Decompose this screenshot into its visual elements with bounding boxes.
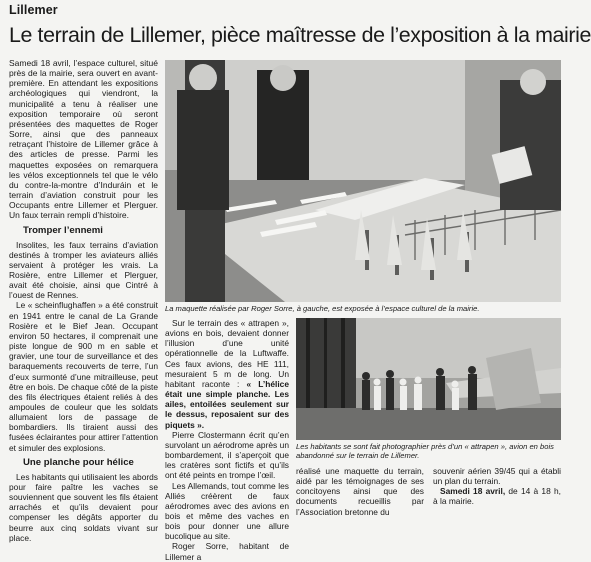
- article-column-1: [9, 58, 158, 543]
- model-photo-illustration: [165, 60, 561, 302]
- paragraph: [165, 318, 289, 430]
- photo-model-exhibit: [165, 60, 561, 302]
- paragraph: Les Allemands, tout comme les Alliés créèrent de faux aérodromes avec des avions en bois et même des vaches en bois pour donner une allure bucolique au site.: [165, 480, 289, 542]
- event-hours: de 14 à 18 h, à la mairie.: [433, 486, 561, 507]
- paragraph: souvenir aérien 39/45 qui a établi un plan du terrain.: [433, 466, 561, 487]
- section-kicker: Lillemer: [9, 3, 58, 17]
- event-info: [433, 486, 561, 506]
- paragraph: Insolites, les faux terrains d’aviation destinés à tromper les aviateurs alliés servaient à protéger les vrais. La Rosière, entre Lillemer et Plerguer, avait été choisie, ainsi que Cintré à l’ouest de Rennes.: [9, 239, 158, 301]
- article-column-2: [165, 318, 289, 562]
- photo-villagers-attrapen: [296, 318, 561, 440]
- subheading-tromper: Tromper l’ennemi: [23, 224, 103, 236]
- paragraph: Roger Sorre, habitant de Lillemer a: [165, 541, 289, 562]
- intro-paragraph: Samedi 18 avril, l’espace culturel, situé près de la mairie, sera ouvert en avant-première. En attendant les expositions archéologiques qui viendront, la municipalité a tenu à réaliser une exposition temporaire où seront présentées des maquettes de Roger Sorre, ainsi que des panneaux retraçant l’histoire de Lillemer grâce à des articles de presse. Parmi les maquettes exposées on remarquera les vélos exceptionnels tel que le vélo du contre-la-montre d’Induráin et le terrain d’aviation construit pour les Occupants entre Lillemer et Plerguer. Un faux terrain rempli d’histoire.: [9, 58, 158, 221]
- event-date: Samedi 18 avril,: [440, 486, 506, 497]
- paragraph: Pierre Clostermann écrit qu’en survolant un aérodrome après un bombardement, il s’aperçoit que les cratères sont fictifs et qu’ils ont été peints en trompe l’œil.: [165, 429, 289, 481]
- quote-bold: « L’hélice était une simple planche. Les ailes, entoilées seulement sur le dessus, reposaient sur des piquets ».: [165, 378, 290, 430]
- subheading-planche: Une planche pour hélice: [23, 456, 134, 468]
- paragraph: réalisé une maquette du terrain, aidé par les témoignages de ses concitoyens ainsi que des documents recueillis par l’Association bretonne du: [296, 466, 424, 517]
- paragraph-text: Sur le terrain des « attrapen », avions en bois, devaient donner l’illusion d’une unité opérationnelle de la Luftwaffe. Ces faux avions, des HE 111, mesuraient 5 m de long. Un habitant raconte :: [165, 318, 289, 389]
- paragraph: Le « scheinflughaffen » a été construit en 1941 entre le canal de La Grande Rosière et le Bief Jean. Occupant environ 50 hectares, il comprenait une piste longue de 900 m en sable et gravier, une tour de surveillance et des baraquements recouverts de terre, l’un d’eux surmonté d’une mitrailleuse, peut être en bois. De chaque côté de la piste des fils électriques étaient reliés à des ampoules de couleur que les soldats allumaient lors de passage de bombardiers. Ils tiraient aussi des fusées éclairantes pour attirer l’attention et simuler des explosions.: [9, 300, 158, 453]
- article-headline: Le terrain de Lillemer, pièce maîtresse de l’exposition à la mairie: [9, 23, 591, 47]
- paragraph: Les habitants qui utilisaient les abords pour faire paître les vaches se souviennent que souvent les fils étaient arrachés et qu’ils devaient pour compenser les dégâts apporter du beurre aux cinq soldats vivant sur place.: [9, 471, 158, 543]
- caption-model-photo: La maquette réalisée par Roger Sorre, à gauche, est exposée à l’espace culturel de la mairie.: [165, 304, 480, 313]
- article-column-3: [296, 466, 424, 517]
- article-column-4: [433, 466, 561, 507]
- villagers-photo-illustration: [296, 318, 561, 440]
- caption-villagers-photo: Les habitants se sont fait photographier près d’un « attrapen », avion en bois abandonné sur le terrain de Lillemer.: [296, 442, 554, 461]
